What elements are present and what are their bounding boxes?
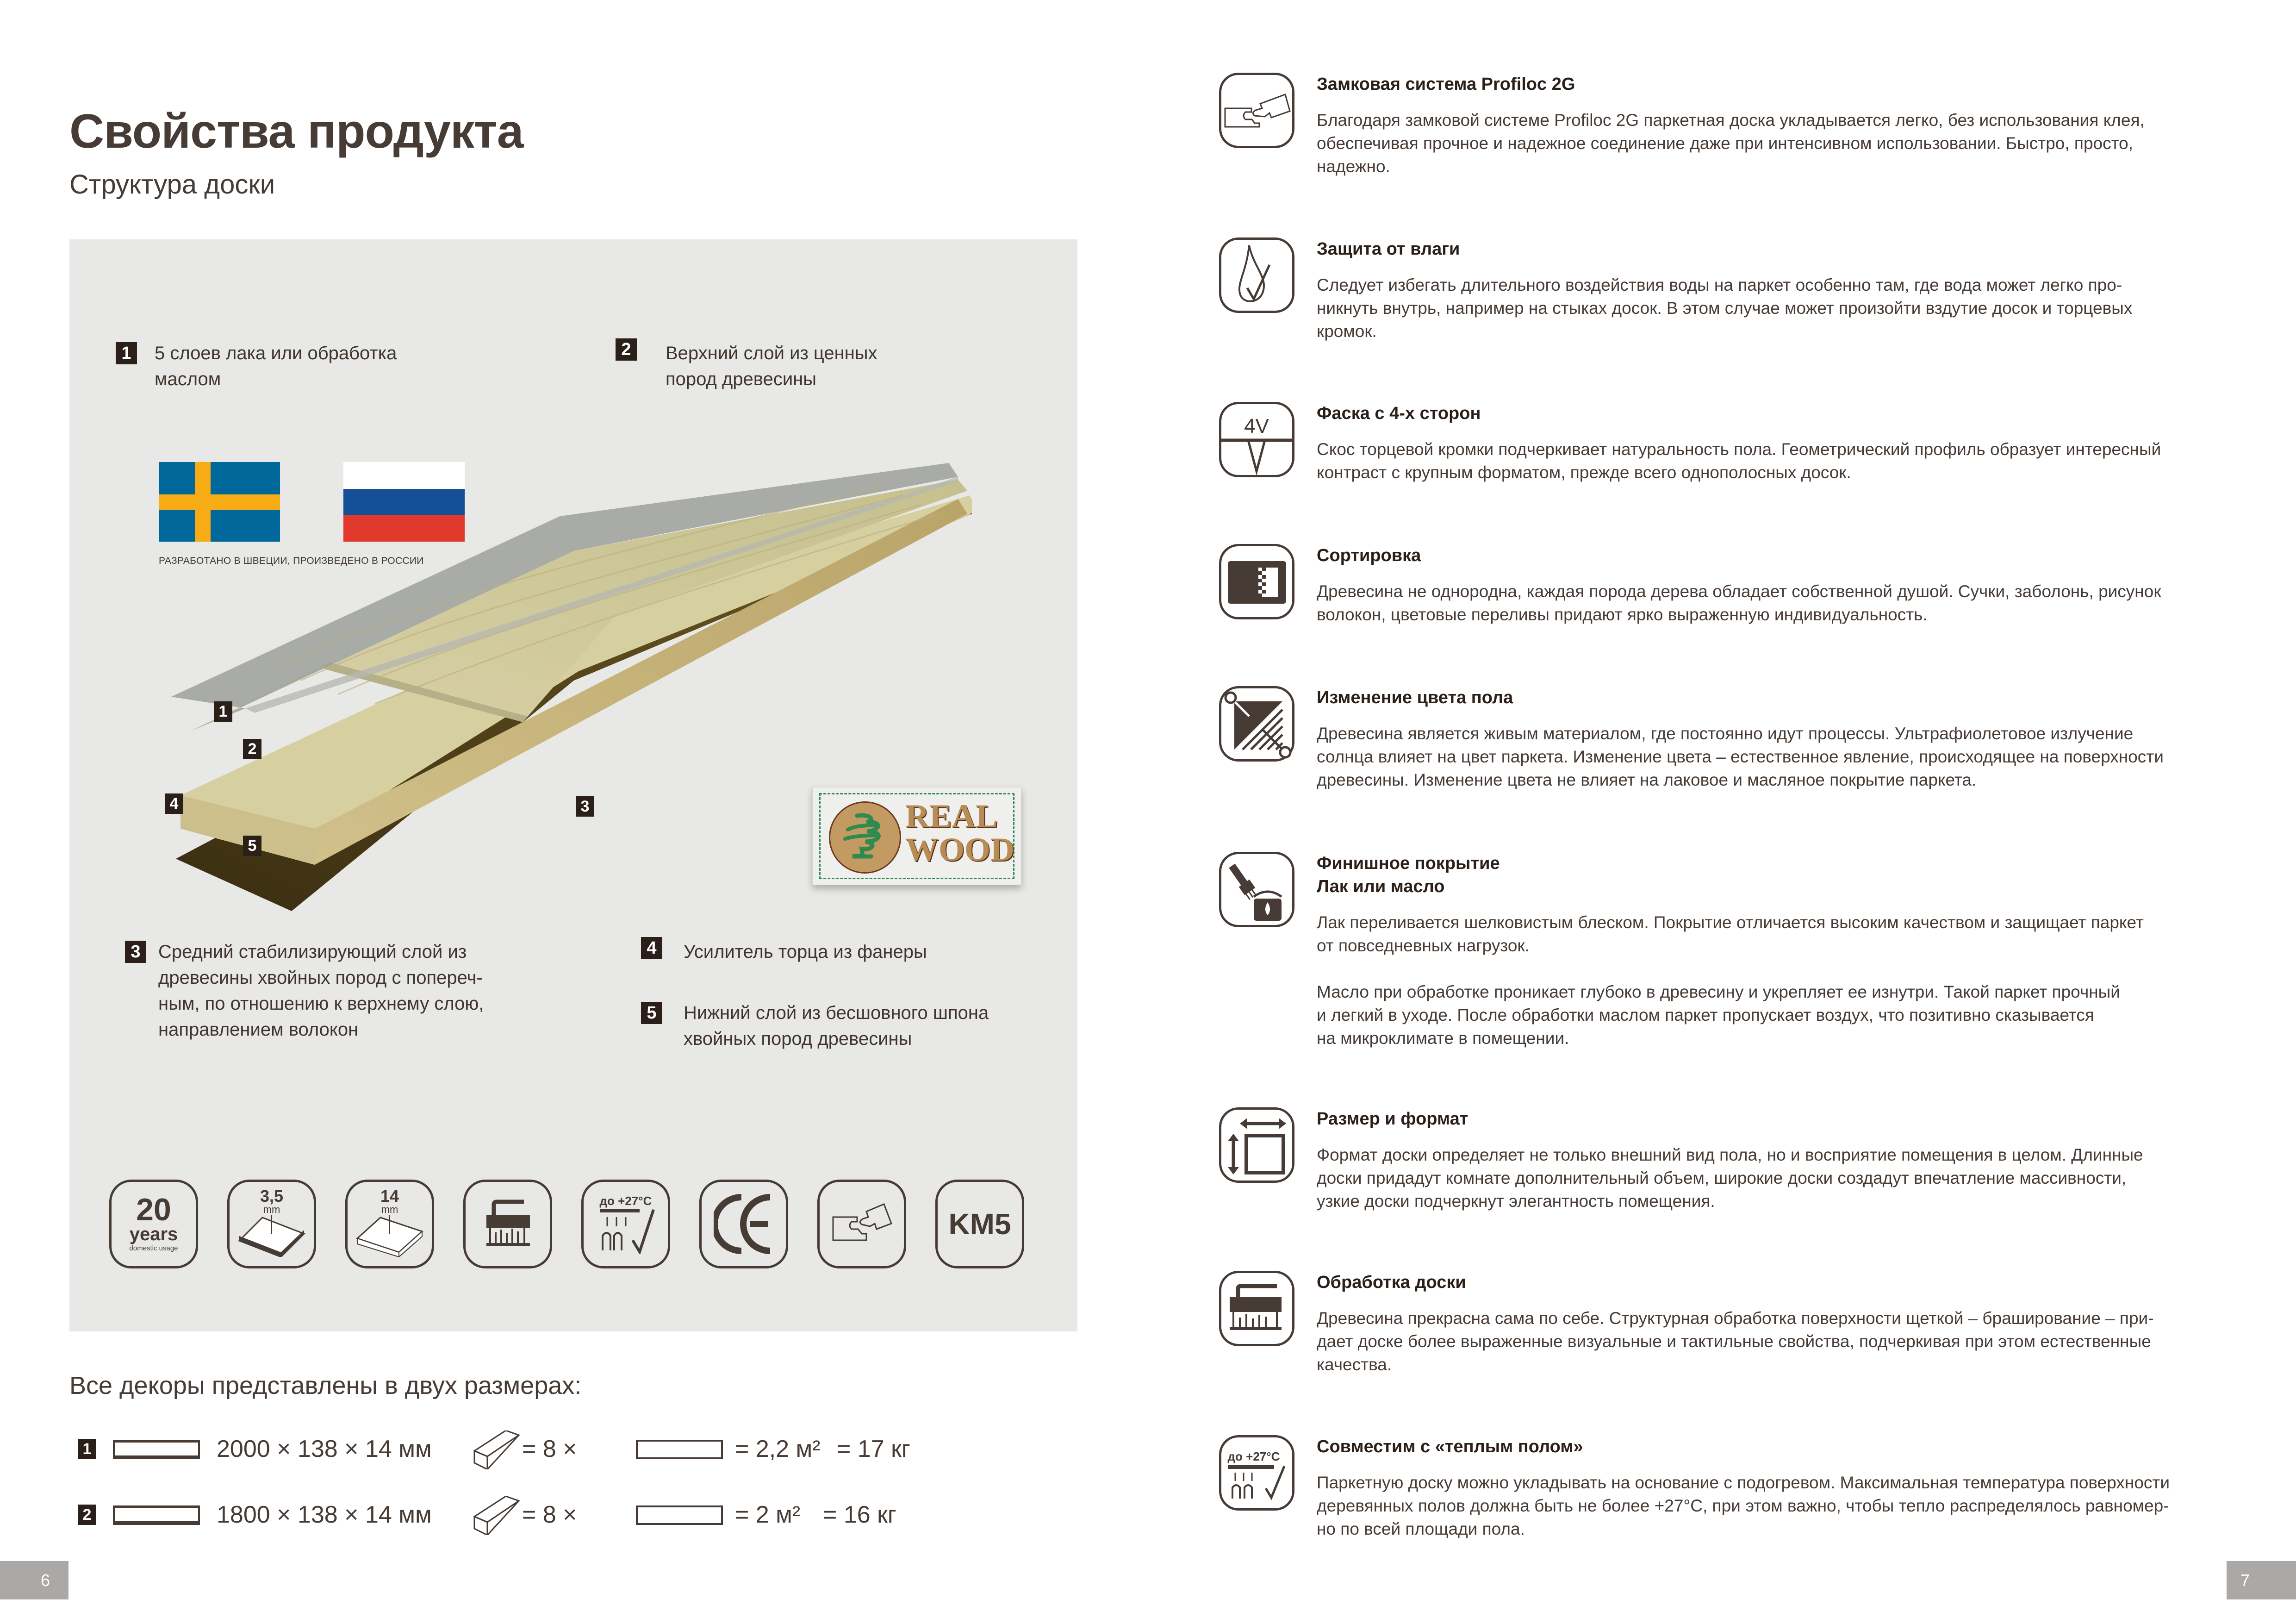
- km5-class-icon: KM5: [935, 1180, 1024, 1268]
- layer-label-1: 1 5 слоев лака или обработка маслом: [116, 340, 486, 396]
- feature-profiloc: Замковая система Profiloc 2G Благодаря замковой системе Profiloc 2G паркетная доска укладывается легко, без использования клея, обеспечивая прочное и надежное соединение даже при интенсивном использовании. Быстро, просто, надежно.: [1219, 73, 2237, 212]
- warranty-20-years-icon: 20 years domestic usage: [109, 1180, 198, 1268]
- feature-underfloor-heating: до +27°C Совместим с «теплым полом» Паркетную доску можно укладывать на основание с подогревом. Максимальная температура поверхности деревянных полов должна быть не более +27°C, при этом важно, чтобы тепло распределялось равномер- но по всей площади пола.: [1219, 1435, 2237, 1574]
- pack-count: = 8 ×: [522, 1501, 577, 1528]
- pack-box-icon: [473, 1430, 520, 1469]
- board-rect-icon: [636, 1440, 723, 1459]
- click-lock-icon: [1219, 73, 1294, 148]
- page-subtitle: Структура доски: [69, 169, 275, 200]
- diagram-marker-2: 2: [243, 739, 261, 759]
- size-row-2: [78, 1498, 1003, 1530]
- layer-number-badge: 2: [616, 338, 637, 361]
- board-rect-icon: [636, 1505, 723, 1525]
- sizes-title: Все декоры представлены в двух размерах:: [69, 1372, 582, 1399]
- underfloor-heating-icon: до +27°C: [581, 1180, 670, 1268]
- underfloor-heating-icon: [1219, 1435, 1294, 1511]
- pack-box-icon: [473, 1496, 520, 1535]
- color-change-icon: [1219, 686, 1294, 762]
- size-row-1: [78, 1432, 1003, 1465]
- real-wood-badge: REAL WOOD: [812, 787, 1021, 885]
- board-rect-icon: [113, 1440, 200, 1459]
- page-title: Свойства продукта: [69, 105, 523, 158]
- board-thickness-icon: [237, 1215, 306, 1257]
- layer-number-badge: 4: [641, 937, 662, 959]
- diagram-marker-5: 5: [243, 836, 261, 856]
- board-dimensions: 2000 × 138 × 14 мм: [217, 1436, 432, 1462]
- diagram-marker-3: 3: [576, 796, 594, 817]
- bevel-4v-icon: [1219, 402, 1294, 477]
- brushed-surface-icon: [463, 1180, 552, 1268]
- moisture-protection-icon: [1219, 237, 1294, 313]
- page-number-right: 7: [2227, 1561, 2296, 1599]
- feature-bevel: 4V Фаска с 4-х сторон Скос торцевой кромки подчеркивает натуральность пола. Геометрический профиль образует интересный контраст с крупным форматом, прежде всего однополосных досок.: [1219, 402, 2237, 522]
- feature-brushing: Обработка доски Древесина прекрасна сама по себе. Структурная обработка поверхности щеткой – браширование – при- дает доске более выраженные визуальные и тактильные свойства, подчеркивая при этом естественные качества.: [1219, 1271, 2237, 1410]
- origin-caption: РАЗРАБОТАНО В ШВЕЦИИ, ПРОИЗВЕДЕНО В РОССИИ: [159, 556, 424, 566]
- size-number-badge: 1: [78, 1439, 96, 1459]
- page-number-left: 6: [0, 1561, 68, 1599]
- svg-text:4V: 4V: [1244, 415, 1269, 437]
- pack-weight: = 17 кг: [837, 1436, 910, 1462]
- pack-area: = 2 м²: [735, 1501, 801, 1528]
- size-format-icon: [1219, 1107, 1294, 1183]
- finish-coating-icon: [1219, 852, 1294, 927]
- feature-grading: Сортировка Древесина не однородна, каждая порода дерева обладает собственной душой. Сучки, заболонь, рисунок волокон, цветовые переливы придают ярко выраженную индивидуальность.: [1219, 544, 2237, 664]
- layer-number-badge: 5: [641, 1002, 662, 1024]
- size-number-badge: 2: [78, 1505, 96, 1525]
- pack-area: = 2,2 м²: [735, 1436, 821, 1462]
- diagram-marker-4: 4: [165, 793, 183, 814]
- svg-text:до +27°C: до +27°C: [1227, 1449, 1280, 1463]
- layer-number-badge: 1: [116, 342, 137, 364]
- tree-icon: [839, 811, 891, 864]
- layer-label-4: 4 Усилитель торца из фанеры: [641, 939, 1058, 967]
- layer-number-badge: 3: [125, 941, 146, 963]
- tree-emblem: [829, 801, 901, 874]
- board-dimensions: 1800 × 138 × 14 мм: [217, 1501, 432, 1528]
- pack-count: = 8 ×: [522, 1436, 577, 1462]
- feature-size-format: Размер и формат Формат доски определяет не только внешний вид пола, но и восприятие помещения в целом. Длинные доски придадут комнате дополнительный объем, широкие доски создадут впечатление массивности, узкие доски подчеркнут элегантность помещения.: [1219, 1107, 2237, 1246]
- brushed-surface-icon: [1219, 1271, 1294, 1346]
- feature-color-change: Изменение цвета пола Древесина является живым материалом, где постоянно идут процессы. Ультрафиолетовое излучение солнца влияет на цвет паркета. Изменение цвета – естественное явление, происходящее на поверхности древесины. Изменение цвета не влияет на лаковое и масляное покрытие паркета.: [1219, 686, 2237, 825]
- diagram-marker-1: 1: [214, 701, 232, 722]
- board-thickness-icon: 14 mm: [345, 1180, 434, 1268]
- layer-label-5: 5 Нижний слой из бесшовного шпона хвойных пород древесины: [641, 1000, 1058, 1056]
- click-lock-icon: [817, 1180, 906, 1268]
- feature-moisture: Защита от влаги Следует избегать длительного воздействия воды на паркет особенно там, где вода может легко про- никнуть внутрь, например на стыках досок. В этом случае может произойти вздутие досок и торцевых кромок.: [1219, 237, 2237, 376]
- pack-weight: = 16 кг: [823, 1501, 896, 1528]
- layer-label-3: 3 Средний стабилизирующий слой из древесины хвойных пород с попереч- ным, по отношению к верхнему слою, направлением волокон: [125, 939, 541, 1050]
- top-layer-thickness-icon: 3,5 mm: [227, 1180, 316, 1268]
- feature-finish: Финишное покрытие Лак или масло Лак переливается шелковистым блеском. Покрытие отличается высоким качеством и защищает паркет от повседневных нагрузок. Масло при обработке проникает глубоко в древесину и укрепляет ее изнутри. Такой паркет прочный и легкий в уходе. После обработки маслом паркет пропускает воздух, что позитивно сказывается на микроклимате в помещении.: [1219, 852, 2237, 1056]
- grading-icon: [1219, 544, 1294, 619]
- board-rect-icon: [113, 1505, 200, 1525]
- layer-label-2: 2 Верхний слой из ценных пород древесины: [616, 340, 986, 396]
- ce-mark-icon: [699, 1180, 788, 1268]
